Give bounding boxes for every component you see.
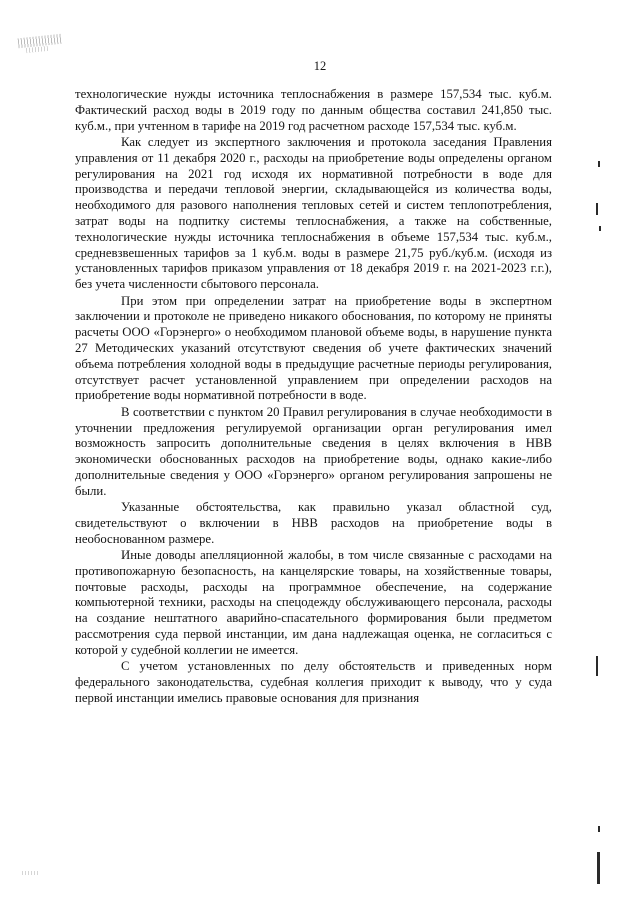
paragraph: технологические нужды источника теплоснабжения в размере 157,534 тыс. куб.м. Фактический расход воды в 2019 году по данным общества составил 241,850 тыс. куб.м., при учтенном в тарифе на 2019 год расчетном расходе 157,534 тыс. куб.м. <box>75 87 552 133</box>
paragraph: В соответствии с пунктом 20 Правил регулирования в случае необходимости в уточнении предложения регулируемой организации орган регулирования имел возможность запросить дополнительные сведения в целях включения в НВВ экономически обоснованных расходов на приобретение воды, однако какие-либо дополнительные сведения у ООО «Горэнерго» органом регулирования запрошены не были. <box>75 404 552 498</box>
scan-artifact <box>22 871 38 875</box>
paragraph: С учетом установленных по делу обстоятельств и приведенных норм федерального законодательства, судебная коллегия приходит к выводу, что у суда первой инстанции имелись правовые основания для признания <box>75 659 552 705</box>
scan-mark <box>599 226 601 231</box>
page-number: 12 <box>313 59 327 73</box>
body-text <box>75 87 552 707</box>
paragraph: Иные доводы апелляционной жалобы, в том числе связанные с расходами на противопожарную безопасность, на канцелярские товары, на хозяйственные товары, почтовые расходы, расходы на программное обеспечение, на содержание компьютерной техники, расходы на спецодежду обслуживающего персонала, расходы на создание нештатного аварийно-спасательного формирования были предметом рассмотрения суда первой инстанции, им дана надлежащая оценка, не согласиться с которой у судебной коллегии не имеется. <box>75 548 552 657</box>
paragraph: Указанные обстоятельства, как правильно указал областной суд, свидетельствуют о включении в НВВ расходов на приобретение воды в необоснованном размере. <box>75 500 552 546</box>
paragraph: Как следует из экспертного заключения и протокола заседания Правления управления от 11 декабря 2020 г., расходы на приобретение воды определены органом регулирования на 2021 год исходя их нормативной потребности в воде для производства и передачи тепловой энергии, складывающейся из количества воды, необходимого для разового наполнения тепловых сетей и систем теплопотребления, затрат воды на подпитку системы теплоснабжения, а также на собственные, технологические нужды источника теплоснабжения в объеме 157,534 тыс. куб.м., средневзвешенных тарифов за 1 куб.м. воды в размере 21,75 руб./куб.м. (исходя из установленных тарифов приказом управления от 18 декабря 2019 г. на 2021-2023 г.г.), без учета численности сбытового персонала. <box>75 134 552 292</box>
scan-mark <box>596 203 598 215</box>
scan-mark <box>598 161 600 167</box>
scan-mark <box>597 852 600 884</box>
scan-artifact <box>26 46 48 53</box>
scan-mark <box>596 656 598 676</box>
scan-mark <box>598 826 600 832</box>
paragraph: При этом при определении затрат на приобретение воды в экспертном заключении и протоколе не приведено никакого обоснования, по которому не приняты расчеты ООО «Горэнерго» о необходимом плановой объеме воды, в нарушение пункта 27 Методических указаний отсутствуют сведения об учете фактических значений объема потребления холодной воды в предыдущие расчетные периоды регулирования, отсутствует расчет установленной управлением при определении расходов на приобретение воды нормативной потребности в воде. <box>75 293 552 403</box>
